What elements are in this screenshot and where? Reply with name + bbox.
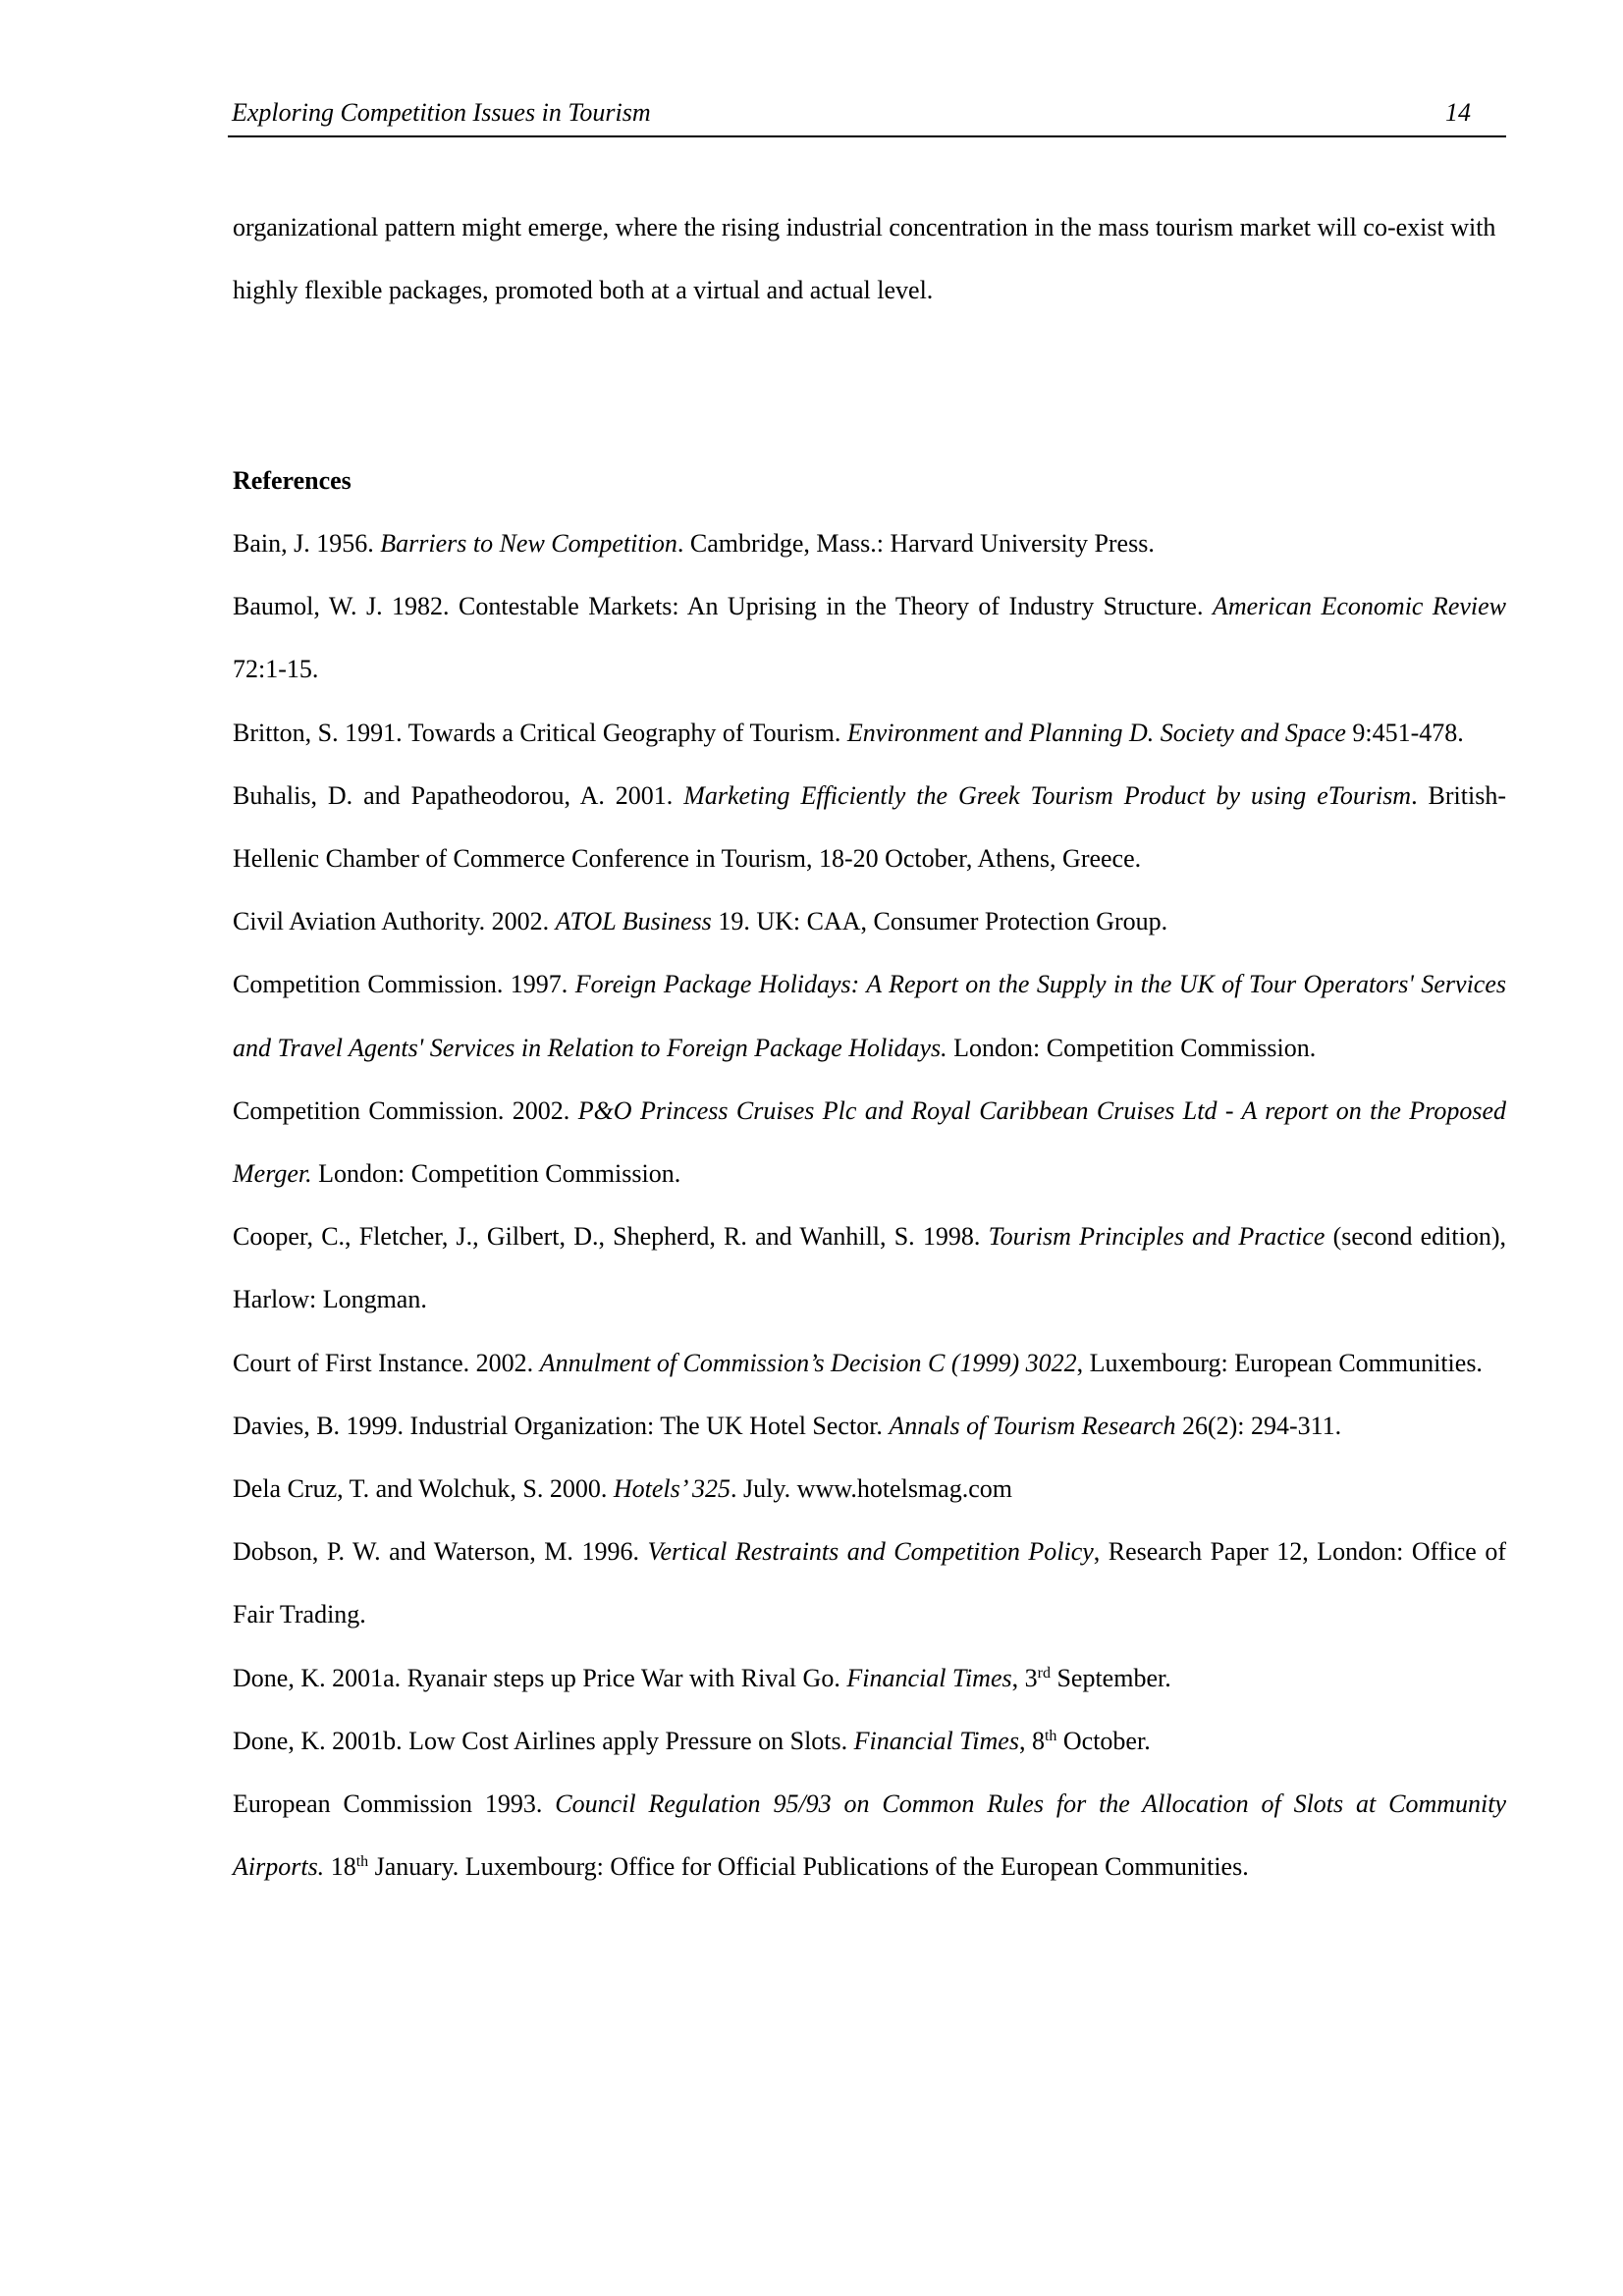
- reference-item: Competition Commission. 1997. Foreign Package Holidays: A Report on the Supply in the UK of Tour Operators' Services and Travel Agents' Services in Relation to Foreign Package Holidays. London: Competition Commission.: [233, 970, 1506, 1062]
- reference-item: Buhalis, D. and Papatheodorou, A. 2001. Marketing Efficiently the Greek Tourism Product by using eTourism. British-Hellenic Chamber of Commerce Conference in Tourism, 18-20 October, Athens, Greece.: [233, 780, 1506, 874]
- running-title: Exploring Competition Issues in Tourism: [232, 98, 651, 127]
- reference-item: European Commission 1993. Council Regulation 95/93 on Common Rules for the Allocation of Slots at Community Airports. 18th January. Luxembourg: Office for Official Publications of the European Communities.: [233, 1789, 1507, 1882]
- reference-item: Done, K. 2001b. Low Cost Airlines apply Pressure on Slots. Financial Times, 8th October.: [233, 1726, 1151, 1755]
- reference-item: Dobson, P. W. and Waterson, M. 1996. Vertical Restraints and Competition Policy, Research Paper 12, London: Office of Fair Trading.: [233, 1537, 1507, 1629]
- reference-item: Davies, B. 1999. Industrial Organization: The UK Hotel Sector. Annals of Tourism Research 26(2): 294-311.: [233, 1411, 1342, 1440]
- reference-item: Bain, J. 1956. Barriers to New Competition. Cambridge, Mass.: Harvard University Press.: [233, 529, 1155, 558]
- reference-item: Done, K. 2001a. Ryanair steps up Price War with Rival Go. Financial Times, 3rd September.: [233, 1663, 1171, 1692]
- page-number: 14: [1445, 98, 1471, 127]
- reference-item: Competition Commission. 2002. P&O Princess Cruises Plc and Royal Caribbean Cruises Ltd - A report on the Proposed Merger. London: Competition Commission.: [233, 1095, 1506, 1189]
- reference-item: Britton, S. 1991. Towards a Critical Geography of Tourism. Environment and Planning D. Society and Space 9:451-478.: [233, 718, 1464, 747]
- reference-item: Court of First Instance. 2002. Annulment of Commission’s Decision C (1999) 3022, Luxembourg: European Communities.: [233, 1348, 1483, 1377]
- reference-item: Civil Aviation Authority. 2002. ATOL Business 19. UK: CAA, Consumer Protection Group.: [233, 907, 1168, 936]
- reference-item: Cooper, C., Fletcher, J., Gilbert, D., Shepherd, R. and Wanhill, S. 1998. Tourism Principles and Practice (second edition), Harlow: Longman.: [233, 1222, 1506, 1314]
- references-heading: References: [233, 466, 352, 495]
- reference-item: Baumol, W. J. 1982. Contestable Markets: An Uprising in the Theory of Industry Structure. American Economic Review 72:1-15.: [233, 592, 1507, 684]
- page-header: [228, 98, 1506, 137]
- intro-paragraph: organizational pattern might emerge, where the rising industrial concentration in the mass tourism market will co-exist with highly flexible packages, promoted both at a virtual and actual level.: [233, 213, 1496, 304]
- reference-item: Dela Cruz, T. and Wolchuk, S. 2000. Hotels’ 325. July. www.hotelsmag.com: [233, 1474, 1012, 1504]
- reference-list: [233, 512, 1506, 1898]
